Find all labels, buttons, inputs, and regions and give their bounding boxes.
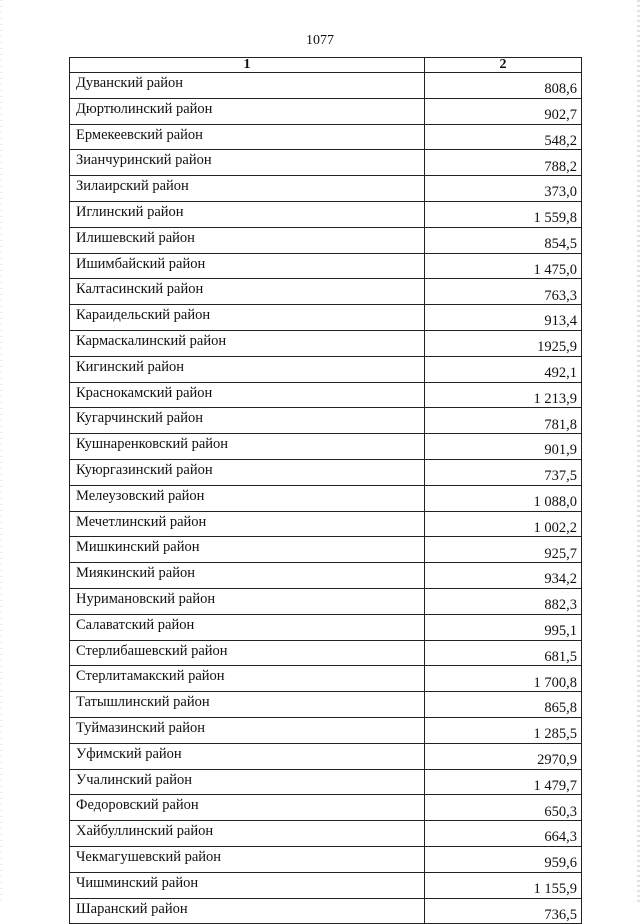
column-header-1: 1 (70, 58, 425, 73)
district-name-cell: Татышлинский район (70, 692, 425, 718)
district-name-cell: Мечетлинский район (70, 511, 425, 537)
district-name-cell: Краснокамский район (70, 382, 425, 408)
district-name-cell: Хайбуллинский район (70, 821, 425, 847)
district-value-cell: 650,3 (425, 795, 582, 821)
district-value-cell: 854,5 (425, 227, 582, 253)
district-name-cell: Кармаскалинский район (70, 330, 425, 356)
district-value-cell: 664,3 (425, 821, 582, 847)
table-row (70, 176, 582, 202)
district-name-cell: Федоровский район (70, 795, 425, 821)
district-value-cell: 781,8 (425, 408, 582, 434)
district-value-cell: 1 475,0 (425, 253, 582, 279)
district-table (69, 57, 582, 924)
table-row (70, 692, 582, 718)
district-value-cell: 1 088,0 (425, 485, 582, 511)
district-value-cell: 865,8 (425, 692, 582, 718)
table-row (70, 227, 582, 253)
district-value-cell: 681,5 (425, 640, 582, 666)
district-name-cell: Иглинский район (70, 201, 425, 227)
district-value-cell: 913,4 (425, 305, 582, 331)
table-row (70, 459, 582, 485)
table-row (70, 330, 582, 356)
table-row (70, 563, 582, 589)
table-row (70, 434, 582, 460)
district-name-cell: Ишимбайский район (70, 253, 425, 279)
table-row (70, 640, 582, 666)
district-name-cell: Кушнаренковский район (70, 434, 425, 460)
district-name-cell: Миякинский район (70, 563, 425, 589)
table-header-row (70, 58, 582, 73)
table-row (70, 872, 582, 898)
table-row (70, 382, 582, 408)
table-row (70, 821, 582, 847)
district-value-cell: 882,3 (425, 588, 582, 614)
district-value-cell: 901,9 (425, 434, 582, 460)
table-body (70, 73, 582, 924)
district-name-cell: Уфимский район (70, 743, 425, 769)
table-row (70, 614, 582, 640)
district-name-cell: Салаватский район (70, 614, 425, 640)
table-row (70, 898, 582, 924)
table-row (70, 769, 582, 795)
district-value-cell: 763,3 (425, 279, 582, 305)
district-name-cell: Ермекеевский район (70, 124, 425, 150)
district-value-cell: 1925,9 (425, 330, 582, 356)
district-name-cell: Кугарчинский район (70, 408, 425, 434)
district-name-cell: Калтасинский район (70, 279, 425, 305)
district-value-cell: 995,1 (425, 614, 582, 640)
district-value-cell: 788,2 (425, 150, 582, 176)
page-number: 1077 (306, 33, 334, 48)
district-name-cell: Учалинский район (70, 769, 425, 795)
table-row (70, 666, 582, 692)
district-value-cell: 1 700,8 (425, 666, 582, 692)
district-name-cell: Дуванский район (70, 73, 425, 99)
district-name-cell: Стерлитамакский район (70, 666, 425, 692)
district-value-cell: 959,6 (425, 846, 582, 872)
district-name-cell: Мишкинский район (70, 537, 425, 563)
district-name-cell: Зилаирский район (70, 176, 425, 202)
district-value-cell: 1 285,5 (425, 717, 582, 743)
table-row (70, 846, 582, 872)
table-row (70, 511, 582, 537)
table-row (70, 588, 582, 614)
table-row (70, 743, 582, 769)
district-value-cell: 934,2 (425, 563, 582, 589)
district-name-cell: Илишевский район (70, 227, 425, 253)
table-row (70, 98, 582, 124)
table-row (70, 201, 582, 227)
table-row (70, 124, 582, 150)
table-row (70, 717, 582, 743)
district-value-cell: 925,7 (425, 537, 582, 563)
district-name-cell: Зианчуринский район (70, 150, 425, 176)
district-name-cell: Стерлибашевский район (70, 640, 425, 666)
district-value-cell: 808,6 (425, 73, 582, 99)
district-value-cell: 736,5 (425, 898, 582, 924)
district-value-cell: 1 002,2 (425, 511, 582, 537)
district-name-cell: Чишминский район (70, 872, 425, 898)
district-name-cell: Шаранский район (70, 898, 425, 924)
district-name-cell: Дюртюлинский район (70, 98, 425, 124)
table-row (70, 795, 582, 821)
table-row (70, 150, 582, 176)
district-value-cell: 1 213,9 (425, 382, 582, 408)
district-name-cell: Куюргазинский район (70, 459, 425, 485)
district-value-cell: 737,5 (425, 459, 582, 485)
table-row (70, 279, 582, 305)
table-row (70, 253, 582, 279)
district-value-cell: 1 155,9 (425, 872, 582, 898)
district-value-cell: 1 559,8 (425, 201, 582, 227)
district-name-cell: Караидельский район (70, 305, 425, 331)
district-value-cell: 548,2 (425, 124, 582, 150)
district-value-cell: 902,7 (425, 98, 582, 124)
table-row (70, 408, 582, 434)
table-row (70, 485, 582, 511)
district-value-cell: 492,1 (425, 356, 582, 382)
table-row (70, 537, 582, 563)
scan-edge-left (0, 0, 2, 905)
district-name-cell: Мелеузовский район (70, 485, 425, 511)
table-row (70, 305, 582, 331)
column-header-2: 2 (425, 58, 582, 73)
district-name-cell: Кигинский район (70, 356, 425, 382)
district-name-cell: Туймазинский район (70, 717, 425, 743)
district-name-cell: Нуримановский район (70, 588, 425, 614)
district-value-cell: 1 479,7 (425, 769, 582, 795)
district-value-cell: 373,0 (425, 176, 582, 202)
table-row (70, 73, 582, 99)
district-name-cell: Чекмагушевский район (70, 846, 425, 872)
table-row (70, 356, 582, 382)
district-value-cell: 2970,9 (425, 743, 582, 769)
